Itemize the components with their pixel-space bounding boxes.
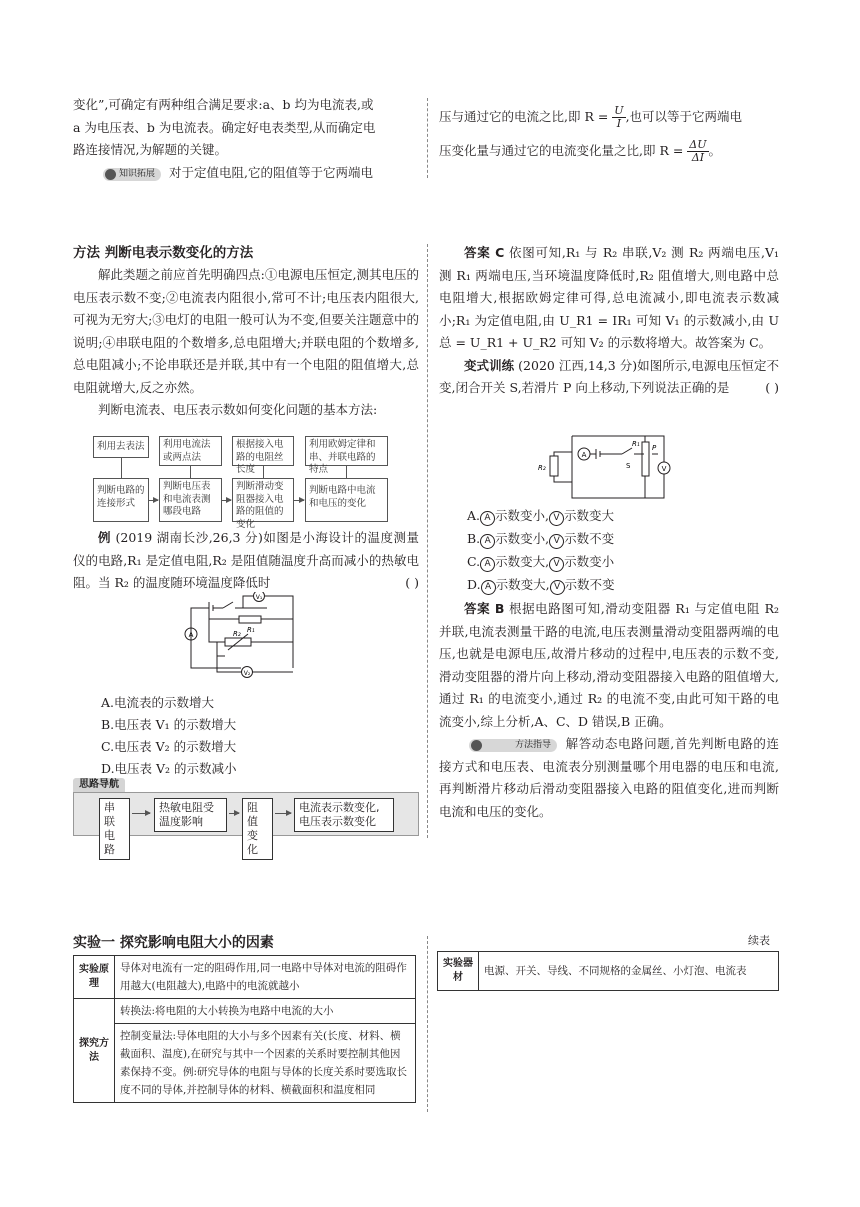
formula-text: 压与通过它的电流之比,即 R = [439, 109, 609, 124]
option-d: D.电压表 V₂ 的示数减小 [101, 761, 237, 776]
knowledge-tag: 知识拓展 [103, 168, 161, 181]
voltmeter-label: V [661, 465, 667, 473]
variant-label: 变式训练 [464, 357, 515, 373]
formula-line-1 [439, 100, 779, 134]
option-b: B.电压表 V₁ 的示数增大 [101, 717, 237, 732]
variant-answer-text [439, 598, 779, 733]
principle-label: 实验原理 [74, 956, 115, 999]
table-row [74, 956, 416, 999]
denominator: I [616, 117, 622, 130]
p-label: P [652, 444, 657, 452]
answer-letter: C [495, 245, 505, 260]
method-title: 方法 判断电表示数变化的方法 [73, 245, 254, 261]
variant-paren: ( ) [765, 380, 779, 395]
table-row [74, 999, 416, 1024]
method-tip-tag: 方法指导 [469, 739, 557, 752]
answer-label: 答案 [464, 601, 491, 616]
top-left-text [73, 94, 419, 184]
formula-line-2 [439, 134, 779, 168]
voltmeter-symbol: V [549, 557, 564, 572]
thinking-guide [73, 778, 419, 856]
knowledge-text: 对于定值电阻,它的阻值等于它两端电 [169, 164, 373, 180]
guide-box: 串联电路 [99, 798, 130, 860]
voltmeter-symbol: V [550, 580, 565, 595]
r2-label: R₂ [233, 630, 241, 638]
answer-letter: B [494, 601, 505, 616]
option-a: A.电流表的示数增大 [101, 695, 215, 710]
example-label: 例 [98, 530, 112, 545]
flow-arrow [149, 500, 158, 501]
method-para-1: 解此类题之前应首先明确四点:①电源电压恒定,测其电压的电压表示数不变;②电流表内阻很小,常可不计;电压表内阻很大,可视为无穷大;③电灯的电阻一般可认为不变,但要关注题意中的说明;④串联电阻的个数增多,总电阻增大;并联电阻的个数增多,总电阻减小;不论串联还是并联,其中有一个电阻的阻值增大,总电阻就增大,反之亦然。 [73, 267, 419, 395]
flow-box: 利用欧姆定律和串、并联电路的特点 [305, 436, 388, 466]
flow-box: 利用去表法 [93, 436, 149, 458]
guide-arrow [229, 813, 239, 814]
flow-connector [190, 466, 191, 478]
flow-connector [121, 458, 122, 478]
example-text [73, 527, 419, 595]
variant-options [467, 504, 615, 596]
top-right-text [439, 100, 779, 168]
variant-option-c: C. A 示数变大, V 示数变小 [467, 550, 615, 573]
example-body: (2019 湖南长沙,26,3 分)如图是小海设计的温度测量仪的电路,R₁ 是定值电阻,R₂ 是阻值随温度升高而减小的热敏电阻。当 R₂ 的温度随环境温度降低时 [73, 530, 419, 590]
formula-text: ,也可以等于它两端电 [625, 109, 743, 124]
guide-title: 思路导航 [73, 778, 125, 792]
guide-body [73, 792, 419, 856]
method-para-2: 判断电流表、电压表示数如何变化问题的基本方法: [98, 402, 378, 417]
answer-1 [439, 242, 779, 355]
r2-label: R₂ [538, 464, 546, 472]
text-line: 变化”,可确定有两种组合满足要求:a、b 均为电流表,或 [73, 97, 374, 112]
flow-box: 根据接入电路的电阻丝长度 [232, 436, 294, 466]
flow-connector [346, 466, 347, 478]
table-row [438, 952, 779, 991]
flow-arrow [222, 500, 231, 501]
method-tip-text: 解答动态电路问题,首先判断电路的连接方式和电压表、电流表分别测量哪个用电器的电压和电流,再判断滑片移动后滑动变阻器接入电路的阻值变化,进而判断电流和电压的变化。 [439, 736, 779, 819]
variant-option-d: D. A 示数变大, V 示数不变 [467, 573, 615, 596]
text-line: 路连接情况,为解题的关键。 [73, 142, 227, 157]
ammeter-label: A [188, 631, 194, 639]
example-options [101, 692, 237, 780]
s-label: S [626, 462, 631, 470]
voltmeter-1-label: V₁ [255, 594, 263, 601]
variant-option-b: B. A 示数变小, V 示数不变 [467, 527, 615, 550]
flow-box: 判断滑动变阻器接入电路的阻值的变化 [232, 478, 294, 522]
flow-box: 判断电压表和电流表测哪段电路 [159, 478, 222, 522]
method-cell-2: 控制变量法:导体电阻的大小与多个因素有关(长度、材料、横截面积、温度),在研究与其中一个因素的关系时要控制其他因素保持不变。例:研究导体的电阻与导体的长度关系时要选取长度不同的导体,并控制导体的材料、横截面积和温度相同 [115, 1024, 416, 1103]
variant-question [439, 355, 779, 400]
table-row [74, 1024, 416, 1103]
method-cell-1: 转换法:将电阻的大小转换为电路中电流的大小 [115, 999, 416, 1024]
guide-arrow [132, 813, 150, 814]
denominator: ΔI [691, 151, 705, 164]
variant-option-a: A. A 示数变小, V 示数变大 [467, 504, 615, 527]
guide-arrow [275, 813, 291, 814]
numerator: ΔU [689, 138, 707, 151]
flow-arrow [294, 500, 304, 501]
experiment-table [73, 955, 416, 1103]
equipment-label: 实验器材 [438, 952, 479, 991]
method-flowchart [93, 436, 419, 530]
circuit-diagram-1 [181, 592, 301, 684]
ammeter-symbol: A [480, 557, 495, 572]
experiment-table-continued [437, 951, 779, 991]
ammeter-symbol: A [480, 511, 495, 526]
text-line: a 为电压表、b 为电流表。确定好电表类型,从而确定电 [73, 119, 376, 135]
ammeter-label: A [581, 451, 587, 459]
formula-text: 压变化量与通过它的电流变化量之比,即 R = [439, 143, 684, 158]
flow-box: 利用电流法或两点法 [159, 436, 222, 466]
variant-text: (2020 江西,14,3 分)如图所示,电源电压恒定不变,闭合开关 S,若滑片 P 向上移动,下列说法正确的是 [439, 357, 779, 395]
flow-box: 判断电路的连接形式 [93, 478, 149, 522]
equipment-cell: 电源、开关、导线、不同规格的金属丝、小灯泡、电流表 [479, 952, 779, 991]
ammeter-symbol: A [481, 580, 496, 595]
bottom-divider [427, 936, 428, 1112]
formula-text: 。 [708, 143, 722, 158]
circuit-diagram-2 [532, 432, 682, 502]
principle-cell: 导体对电流有一定的阻碍作用,同一电路中导体对电流的阻碍作用越大(电阻越大),电路中的电流就越小 [115, 956, 416, 999]
guide-box: 电流表示数变化,电压表示数变化 [294, 798, 394, 832]
r1-label: R₁ [247, 626, 255, 634]
flow-connector [263, 466, 264, 478]
fraction-du-di [687, 139, 708, 164]
fraction-u-i [612, 105, 625, 130]
answer-section [439, 242, 779, 819]
top-divider [427, 98, 428, 178]
voltmeter-2-label: V₂ [243, 670, 251, 677]
continued-label: 续表 [748, 934, 770, 947]
ammeter-symbol: A [480, 534, 495, 549]
guide-box: 阻值变化 [242, 798, 273, 860]
r1-label: R₁ [632, 440, 640, 448]
option-c: C.电压表 V₂ 的示数增大 [101, 739, 237, 754]
method-tip [439, 733, 779, 823]
answer-body: 根据电路图可知,滑动变阻器 R₁ 与定值电阻 R₂ 并联,电流表测量干路的电流,电压表测量滑动变阻器两端的电压,也就是电源电压,故滑片移动的过程中,电压表的示数不变,滑动变阻器的滑片向上移动,滑动变阻器接入电路的阻值增大,通过 R₁ 的电流变小,通过 R₂ 的电流不变,由此可知干路的电流变小,综上分析,A、C、D 错误,B 正确。 [439, 601, 779, 729]
method-section [73, 242, 419, 856]
numerator: U [614, 104, 624, 117]
flow-box: 判断电路中电流和电压的变化 [305, 478, 388, 522]
knowledge-extension [103, 162, 419, 185]
example-block [73, 527, 419, 595]
voltmeter-symbol: V [549, 511, 564, 526]
middle-divider [427, 244, 428, 838]
voltmeter-symbol: V [549, 534, 564, 549]
answer-label: 答案 [464, 245, 491, 260]
answer-paren: ( ) [405, 575, 419, 590]
answer-text: 依图可知,R₁ 与 R₂ 串联,V₂ 测 R₂ 两端电压,V₁ 测 R₁ 两端电压,当环境温度降低时,R₂ 阻值增大,则电路中总电阻增大,根据欧姆定律可得,总电流减小,即电流表示数减小;R₁ 为定值电阻,由 U_R1 = IR₁ 可知 V₁ 的示数减小,由 U总 = U_R1 + U_R2 可知 V₂ 的示数将增大。故答案为 C。 [439, 245, 779, 350]
guide-box: 热敏电阻受温度影响 [154, 798, 227, 832]
experiment-title: 实验一 探究影响电阻大小的因素 [73, 935, 274, 951]
method-label: 探究方法 [74, 999, 115, 1103]
variant-answer [439, 598, 779, 823]
